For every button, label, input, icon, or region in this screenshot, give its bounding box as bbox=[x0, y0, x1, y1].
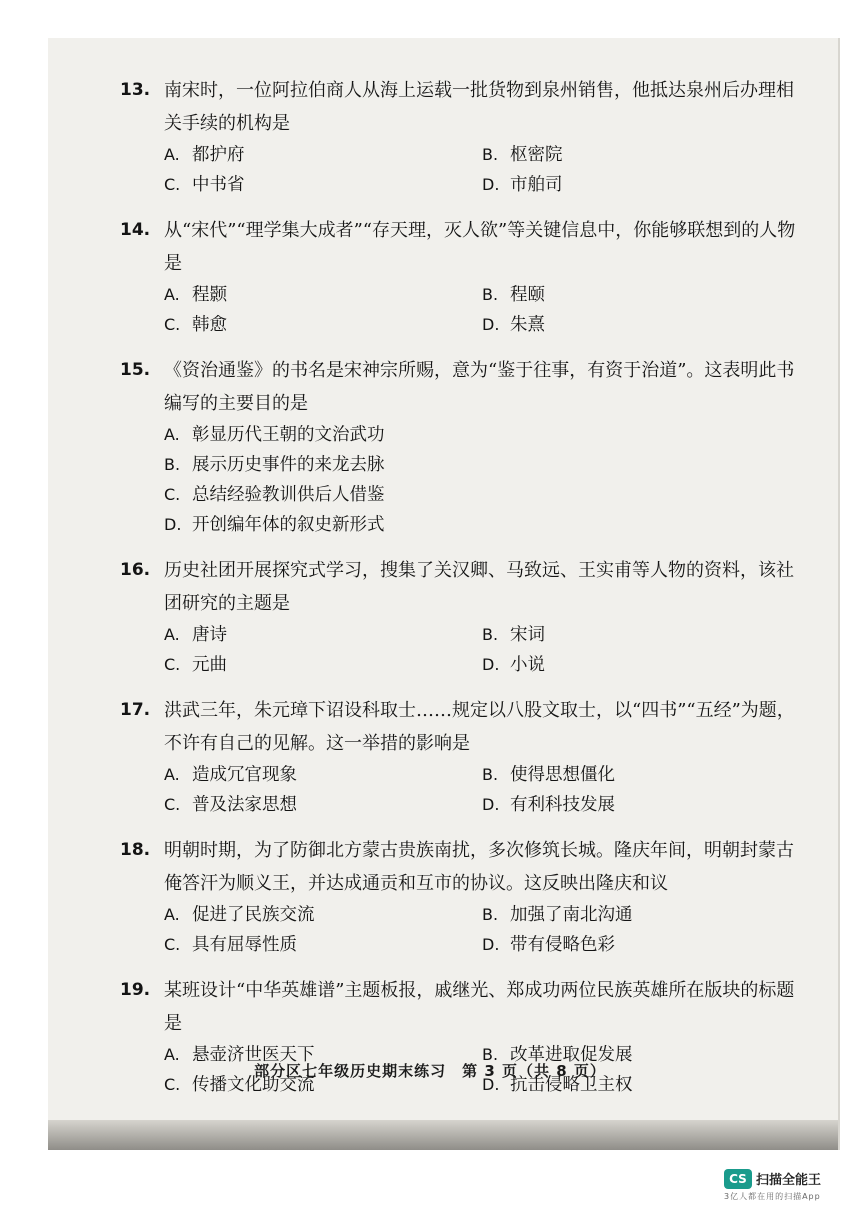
option-letter: A. bbox=[164, 905, 180, 924]
option-text: 改革进取促发展 bbox=[510, 1045, 633, 1065]
option-letter: B. bbox=[482, 765, 499, 784]
question-number: 14. bbox=[120, 220, 151, 240]
question-stem bbox=[120, 834, 800, 900]
option-letter: D. bbox=[164, 515, 182, 534]
question-number: 19. bbox=[120, 980, 151, 1000]
option-text: 普及法家思想 bbox=[192, 795, 297, 815]
page-edge-shadow bbox=[48, 1120, 838, 1150]
question-17 bbox=[120, 694, 800, 820]
question-stem bbox=[120, 554, 800, 620]
option-text: 展示历史事件的来龙去脉 bbox=[192, 455, 385, 475]
camscanner-logo-icon: CS bbox=[724, 1169, 752, 1189]
option-a bbox=[164, 900, 482, 930]
option-letter: C. bbox=[164, 175, 181, 194]
question-text: 《资治通鉴》的书名是宋神宗所赐，意为“鉴于往事，有资于治道”。这表明此书编写的主要目的是 bbox=[164, 360, 795, 414]
option-text: 彰显历代王朝的文治武功 bbox=[192, 425, 385, 445]
option-letter: A. bbox=[164, 1045, 180, 1064]
option-c bbox=[164, 930, 482, 960]
option-text: 韩愈 bbox=[192, 315, 227, 335]
option-text: 带有侵略色彩 bbox=[510, 935, 615, 955]
question-number: 16. bbox=[120, 560, 151, 580]
question-number: 17. bbox=[120, 700, 151, 720]
option-text: 宋词 bbox=[510, 625, 545, 645]
question-stem bbox=[120, 74, 800, 140]
option-letter: A. bbox=[164, 625, 180, 644]
option-text: 程颐 bbox=[510, 285, 545, 305]
option-a bbox=[164, 280, 482, 310]
scanner-watermark bbox=[724, 1168, 842, 1202]
option-letter: C. bbox=[164, 935, 181, 954]
option-letter: D. bbox=[482, 655, 500, 674]
option-letter: B. bbox=[482, 625, 499, 644]
question-number: 13. bbox=[120, 80, 151, 100]
option-letter: B. bbox=[482, 1045, 499, 1064]
option-list bbox=[120, 140, 800, 200]
question-14 bbox=[120, 214, 800, 340]
option-text: 总结经验教训供后人借鉴 bbox=[192, 485, 385, 505]
scanner-brand: 扫描全能王 bbox=[756, 1173, 822, 1188]
option-d bbox=[482, 650, 800, 680]
option-b bbox=[482, 140, 800, 170]
option-b bbox=[482, 900, 800, 930]
page-footer: 部分区七年级历史期末练习 第 3 页（共 8 页） bbox=[254, 1062, 606, 1080]
question-16 bbox=[120, 554, 800, 680]
option-letter: D. bbox=[482, 175, 500, 194]
option-text: 中书省 bbox=[192, 175, 245, 195]
option-a bbox=[164, 420, 764, 450]
option-c bbox=[164, 310, 482, 340]
option-list bbox=[120, 280, 800, 340]
question-18 bbox=[120, 834, 800, 960]
option-letter: A. bbox=[164, 765, 180, 784]
option-list bbox=[120, 900, 800, 960]
option-c bbox=[164, 170, 482, 200]
option-letter: D. bbox=[482, 935, 500, 954]
option-list bbox=[120, 760, 800, 820]
option-d bbox=[482, 790, 800, 820]
option-letter: D. bbox=[482, 315, 500, 334]
question-stem bbox=[120, 214, 800, 280]
question-number: 15. bbox=[120, 360, 151, 380]
option-a bbox=[164, 620, 482, 650]
question-stem bbox=[120, 694, 800, 760]
question-19 bbox=[120, 974, 800, 1100]
question-number: 18. bbox=[120, 840, 151, 860]
option-text: 都护府 bbox=[192, 145, 245, 165]
option-text: 具有屈辱性质 bbox=[192, 935, 297, 955]
option-d bbox=[164, 510, 764, 540]
question-text: 某班设计“中华英雄谱”主题板报，戚继光、郑成功两位民族英雄所在版块的标题是 bbox=[164, 980, 795, 1034]
question-15 bbox=[120, 354, 800, 540]
option-list bbox=[120, 620, 800, 680]
option-b bbox=[482, 620, 800, 650]
question-list bbox=[120, 74, 800, 1114]
option-letter: A. bbox=[164, 425, 180, 444]
option-letter: D. bbox=[482, 1075, 500, 1094]
option-letter: A. bbox=[164, 145, 180, 164]
scanner-tagline: 3亿人都在用的扫描App bbox=[724, 1191, 821, 1201]
option-text: 市舶司 bbox=[510, 175, 563, 195]
option-text: 悬壶济世医天下 bbox=[192, 1045, 315, 1065]
option-text: 抗击侵略卫主权 bbox=[510, 1075, 633, 1095]
option-list bbox=[120, 420, 800, 540]
question-text: 洪武三年，朱元璋下诏设科取士……规定以八股文取士，以“四书”“五经”为题，不许有自己的见解。这一举措的影响是 bbox=[164, 700, 795, 754]
option-b bbox=[482, 280, 800, 310]
question-stem bbox=[120, 974, 800, 1040]
option-letter: C. bbox=[164, 315, 181, 334]
option-letter: C. bbox=[164, 795, 181, 814]
option-b bbox=[164, 450, 764, 480]
option-text: 加强了南北沟通 bbox=[510, 905, 633, 925]
option-letter: B. bbox=[164, 455, 181, 474]
option-c bbox=[164, 650, 482, 680]
option-c bbox=[164, 480, 764, 510]
option-text: 枢密院 bbox=[510, 145, 563, 165]
option-b bbox=[482, 760, 800, 790]
option-letter: A. bbox=[164, 285, 180, 304]
option-letter: C. bbox=[164, 1075, 181, 1094]
option-d bbox=[482, 310, 800, 340]
question-text: 从“宋代”“理学集大成者”“存天理，灭人欲”等关键信息中，你能够联想到的人物是 bbox=[164, 220, 796, 274]
question-text: 历史社团开展探究式学习，搜集了关汉卿、马致远、王实甫等人物的资料，该社团研究的主题是 bbox=[164, 560, 794, 614]
option-text: 唐诗 bbox=[192, 625, 227, 645]
option-text: 传播文化助交流 bbox=[192, 1075, 315, 1095]
option-text: 元曲 bbox=[192, 655, 227, 675]
option-letter: B. bbox=[482, 145, 499, 164]
option-a bbox=[164, 760, 482, 790]
question-text: 明朝时期，为了防御北方蒙古贵族南扰，多次修筑长城。隆庆年间，明朝封蒙古俺答汗为顺义王，并达成通贡和互市的协议。这反映出隆庆和议 bbox=[164, 840, 794, 894]
question-13 bbox=[120, 74, 800, 200]
option-text: 程颢 bbox=[192, 285, 227, 305]
option-text: 使得思想僵化 bbox=[510, 765, 615, 785]
option-text: 小说 bbox=[510, 655, 545, 675]
question-text: 南宋时，一位阿拉伯商人从海上运载一批货物到泉州销售，他抵达泉州后办理相关手续的机构是 bbox=[164, 80, 794, 134]
option-text: 朱熹 bbox=[510, 315, 545, 335]
option-d bbox=[482, 170, 800, 200]
option-c bbox=[164, 790, 482, 820]
option-text: 有利科技发展 bbox=[510, 795, 615, 815]
option-letter: C. bbox=[164, 485, 181, 504]
option-letter: D. bbox=[482, 795, 500, 814]
option-letter: C. bbox=[164, 655, 181, 674]
option-text: 促进了民族交流 bbox=[192, 905, 315, 925]
option-a bbox=[164, 140, 482, 170]
option-letter: B. bbox=[482, 285, 499, 304]
option-d bbox=[482, 930, 800, 960]
option-text: 开创编年体的叙史新形式 bbox=[192, 515, 385, 535]
option-letter: B. bbox=[482, 905, 499, 924]
question-stem bbox=[120, 354, 800, 420]
option-text: 造成冗官现象 bbox=[192, 765, 297, 785]
